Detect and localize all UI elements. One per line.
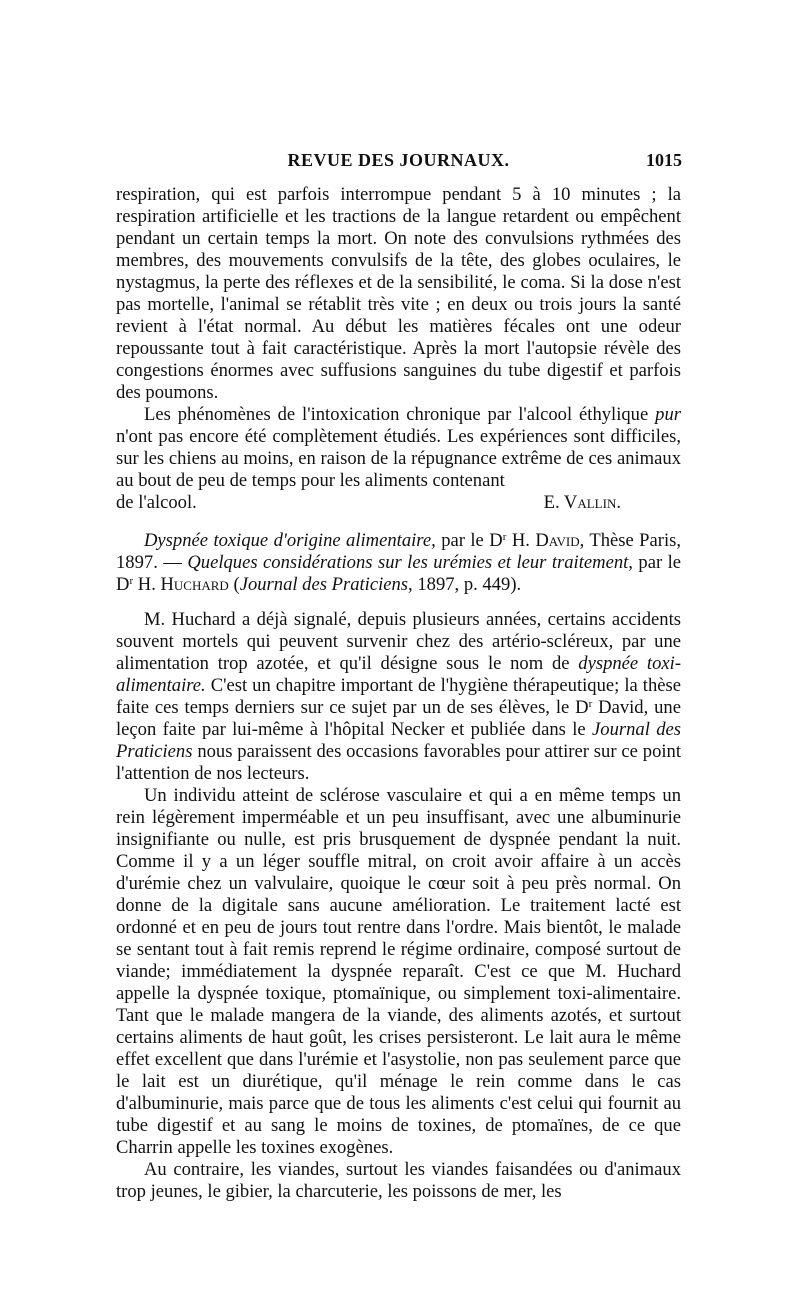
page-number: 1015	[646, 150, 682, 170]
article2-heading	[116, 530, 681, 596]
closing-text: de l'alcool.	[116, 492, 197, 513]
superscript: r	[588, 698, 593, 710]
author-name: H. David,	[511, 530, 585, 551]
article1-paragraph: respiration, qui est parfois interrompue pendant 5 à 10 minutes ; la respiration artificielle et les tractions de la langue retardent ou empêchent pendant un certain temps la mort. On note des convulsions rythmées des membres, des mouvements convulsifs de la tête, des globes oculaires, le nystagmus, la perte des réflexes et de la sensibilité, le coma. Si la dose n'est pas mortelle, l'animal se rétablit très vite ; en deux ou trois jours la santé revient à l'état normal. Au début les matières fécales ont une odeur repoussante tout à fait caractéristique. Après la mort l'autopsie révèle des congestions énormes avec suffusions sanguines du tube digestif et parfois des poumons.	[116, 184, 681, 403]
author-name: H. Huchard	[137, 574, 229, 595]
journal-name: Journal des Praticiens,	[239, 574, 413, 595]
superscript: r	[129, 575, 134, 587]
superscript: r	[502, 531, 507, 543]
heading-text: par le D	[441, 530, 503, 551]
heading-text: (	[233, 574, 240, 595]
article2-paragraph: Au contraire, les viandes, surtout les viandes faisandées ou d'animaux trop jeunes, le gibier, la charcuterie, les poissons de mer, les	[116, 1159, 681, 1202]
author-signature: E. Vallin.	[543, 492, 621, 513]
article-title: Quelques considérations sur les urémies et leur traitement,	[187, 552, 633, 573]
paragraph-text: Les phénomènes de l'intoxication chronique par l'alcool éthylique	[144, 404, 649, 425]
heading-text: par le D	[116, 552, 681, 595]
paragraph-text: n'ont pas encore été complètement étudiés. Les expériences sont difficiles, sur les chiens au moins, en raison de la répugnance extrême de ces animaux au bout de peu de temps pour les aliments contenant	[116, 426, 681, 491]
journal-title: REVUE DES JOURNAUX.	[287, 150, 510, 170]
journal-name: Journal des Praticiens	[116, 719, 682, 762]
paragraph-text: nous paraissent des occasions favorables pour attirer sur ce point l'attention de nos lecteurs.	[116, 741, 681, 784]
article-title: Dyspnée toxique d'origine alimentaire,	[144, 530, 436, 551]
emphasis-text: pur	[655, 404, 681, 425]
article1-signature-line	[116, 492, 681, 514]
paragraph-text: C'est un chapitre important de l'hygiène thérapeutique; la thèse faite ces temps derniers sur ce sujet par un de ses élèves, le D	[116, 675, 681, 718]
article-body	[116, 184, 681, 1203]
heading-text: Thèse Paris, 1897. —	[116, 530, 682, 573]
emphasis-text: dyspnée toxi-alimentaire.	[116, 653, 682, 696]
paragraph-text: David, une leçon faite par lui-même à l'hôpital Necker et publiée dans le	[116, 697, 681, 740]
article2-paragraph: Un individu atteint de sclérose vasculaire et qui a en même temps un rein légèrement imperméable et un peu insuffisant, avec une albuminurie insignifiante ou nulle, est pris brusquement de dyspnée pendant la nuit. Comme il y a un léger souffle mitral, on croit avoir affaire à un accès d'urémie chez un valvulaire, quoique le cœur soit à peu près normal. On donne de la digitale sans aucune amélioration. Le traitement lacté est ordonné et en peu de jours tout rentre dans l'ordre. Mais bientôt, le malade se sentant tout à fait remis reprend le régime ordinaire, composé surtout de viande; immédiatement la dyspnée reparaît. C'est ce que M. Huchard appelle la dyspnée toxique, ptomaïnique, ou simplement toxi-alimentaire. Tant que le malade mangera de la viande, des aliments azotés, et surtout certains aliments de haut goût, les crises persisteront. Le lait aura le même effet excellent que dans l'urémie et l'asystolie, non pas seulement parce que le lait est un diurétique, qu'il ménage le rein comme dans le cas d'albuminurie, mais parce que de tous les aliments c'est celui qui fournit au tube digestif et au sang le moins de toxines, de ptomaïnes, de ce que Charrin appelle les toxines exogènes.	[116, 785, 681, 1158]
paragraph-text: M. Huchard a déjà signalé, depuis plusieurs années, certains accidents souvent mortels qui peuvent survenir chez des artério-scléreux, par une alimentation trop azotée, et qu'il désigne sous le nom de	[116, 609, 681, 674]
section-gap	[116, 596, 681, 609]
article1-paragraph	[116, 404, 681, 492]
article2-paragraph	[116, 609, 681, 785]
heading-text: 1897, p. 449).	[417, 574, 522, 595]
section-gap	[116, 514, 681, 530]
running-header	[115, 150, 682, 176]
